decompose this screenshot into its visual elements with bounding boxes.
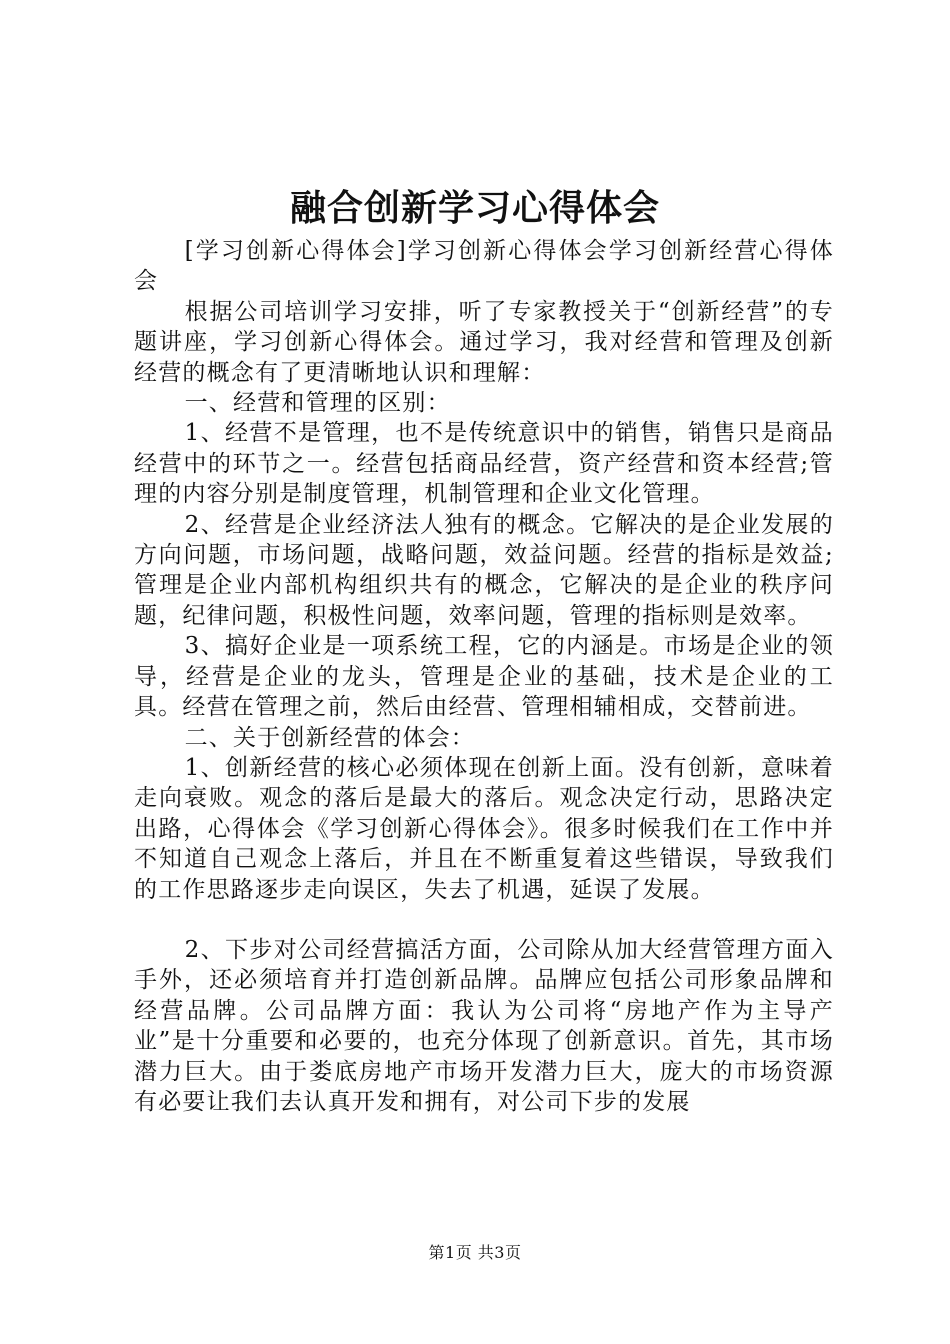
section-heading-1: 一、经营和管理的区别： [184, 390, 451, 417]
paragraph-1-2: 2、经营是企业经济法人独有的概念。它解决的是企业发展的方向问题，市场问题，战略问题，效益问题。经营的指标是效益;管理是企业内部机构组织共有的概念，它解决的是企业的秩序问题，纪律问题，积极性问题，效率问题，管理的指标则是效率。 [134, 511, 834, 629]
document-title: 融合创新学习心得体会 [289, 187, 660, 229]
paragraph-1-1: 1、经营不是管理，也不是传统意识中的销售，销售只是商品经营中的环节之一。经营包括商品经营，资产经营和资本经营;管理的内容分别是制度管理，机制管理和企业文化管理。 [134, 420, 834, 508]
paragraph-source: [学习创新心得体会]学习创新心得体会学习创新经营心得体会 [134, 238, 834, 295]
paragraph-2-1: 1、创新经营的核心必须体现在创新上面。没有创新，意味着走向衰败。观念的落后是最大的落后。观念决定行动，思路决定出路，心得体会《学习创新心得体会》。很多时候我们在工作中并不知道自己观念上落后，并且在不断重复着这些错误，导致我们的工作思路逐步走向误区，失去了机遇，延误了发展。 [134, 754, 834, 903]
page-number-footer: 第1页 共3页 [428, 1243, 522, 1262]
document-body [134, 236, 834, 1117]
paragraph-2-2: 2、下步对公司经营搞活方面，公司除从加大经营管理方面入手外，还必须培育并打造创新品牌。品牌应包括公司形象品牌和经营品牌。公司品牌方面：我认为公司将“房地产作为主导产业”是十分重要和必要的，也充分体现了创新意识。首先，其市场潜力巨大。由于娄底房地产市场开发潜力巨大，庞大的市场资源有必要让我们去认真开发和拥有，对公司下步的发展 [134, 936, 834, 1115]
paragraph-intro: 根据公司培训学习安排，听了专家教授关于“创新经营”的专题讲座，学习创新心得体会。通过学习，我对经营和管理及创新经营的概念有了更清晰地认识和理解： [134, 298, 834, 386]
section-heading-2: 二、关于创新经营的体会： [184, 724, 475, 751]
paragraph-1-3: 3、搞好企业是一项系统工程，它的内涵是。市场是企业的领导，经营是企业的龙头，管理是企业的基础，技术是企业的工具。经营在管理之前，然后由经营、管理相辅相成，交替前进。 [134, 633, 834, 721]
